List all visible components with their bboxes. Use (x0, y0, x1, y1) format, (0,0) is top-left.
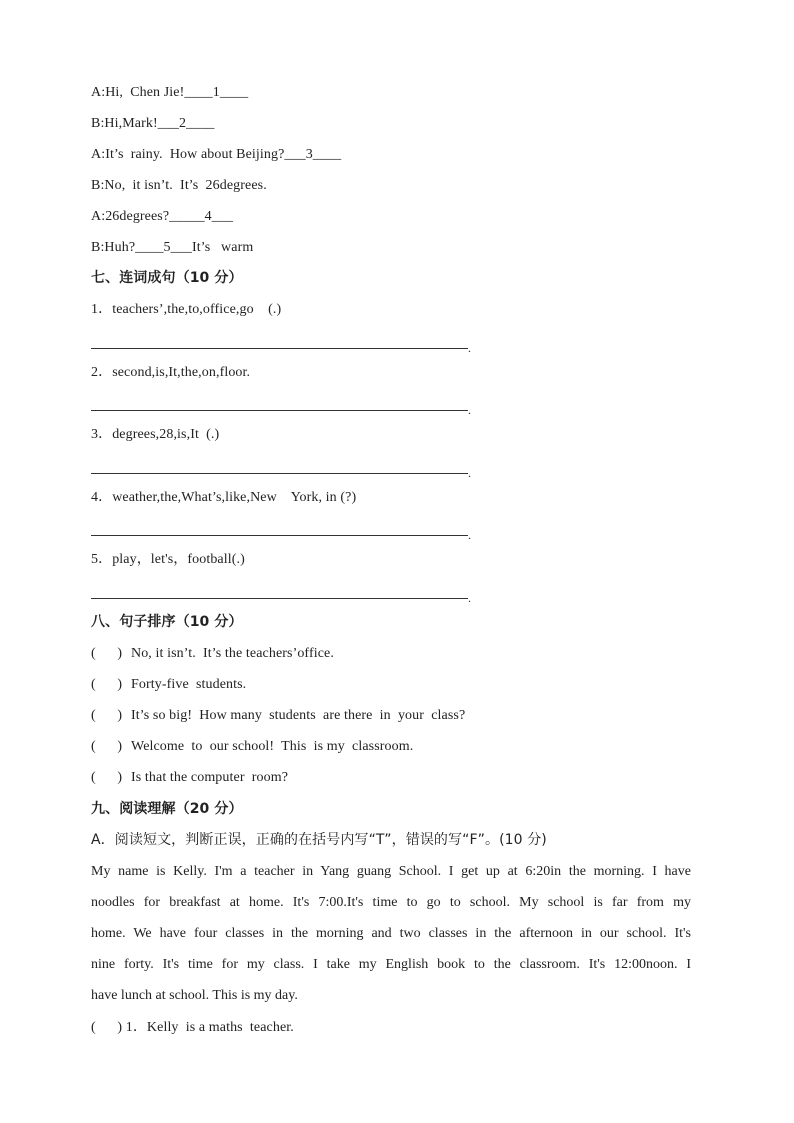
answer-line-4[interactable] (91, 535, 468, 536)
section-7-title: 七、连词成句（10 分） (91, 270, 243, 286)
dialogue-line-3: A:It’s rainy. How about Beijing?___3____ (91, 147, 342, 162)
dialogue-line-6: B:Huh?____5___It’s warm (91, 240, 254, 255)
order-bracket-1[interactable]: ( ) (91, 646, 123, 661)
dialogue-line-5: A:26degrees?_____4___ (91, 209, 234, 224)
dialogue-line-2: B:Hi,Mark!___2____ (91, 116, 215, 131)
answer-line-5[interactable] (91, 598, 468, 599)
order-bracket-2[interactable]: ( ) (91, 677, 123, 692)
reading-passage-line-3: home. We have four classes in the morning and two classes in the afternoon in our school. It's (91, 926, 691, 941)
section-9-title: 九、阅读理解（20 分） (91, 801, 243, 817)
answer-line-3[interactable] (91, 473, 468, 474)
reading-passage-line-5: have lunch at school. This is my day. (91, 988, 298, 1003)
section-8-item-2 (91, 676, 246, 694)
section-7-item-3: 3．degrees,28,is,It (.) (91, 427, 220, 442)
answer-line-end-5: . (468, 591, 471, 605)
answer-line-1[interactable] (91, 348, 468, 349)
section-8-sentence-3: It’s so big! How many students are there in your class? (131, 708, 466, 723)
section-7-item-5: 5．play，let's，football(.) (91, 552, 245, 567)
section-8-sentence-1: No, it isn’t. It’s the teachers’office. (131, 646, 334, 661)
answer-line-2[interactable] (91, 410, 468, 411)
order-bracket-5[interactable]: ( ) (91, 770, 123, 785)
order-bracket-3[interactable]: ( ) (91, 708, 123, 723)
section-8-sentence-5: Is that the computer room? (131, 770, 289, 785)
section-8-title: 八、句子排序（10 分） (91, 614, 243, 630)
section-8-item-1 (91, 645, 334, 663)
reading-question-1[interactable]: ( ) 1．Kelly is a maths teacher. (91, 1020, 294, 1035)
answer-line-end-2: . (468, 403, 471, 417)
order-bracket-4[interactable]: ( ) (91, 739, 123, 754)
section-9-part-a-title: A．阅读短文，判断正误，正确的在括号内写“T”，错误的写“F”。(10 分) (91, 832, 547, 848)
section-7-item-1: 1．teachers’,the,to,office,go (.) (91, 302, 282, 317)
dialogue-line-1: A:Hi, Chen Jie!____1____ (91, 85, 249, 100)
dialogue-line-4: B:No, it isn’t. It’s 26degrees. (91, 178, 267, 193)
section-7-item-2: 2．second,is,It,the,on,floor. (91, 365, 251, 380)
section-8-sentence-4: Welcome to our school! This is my classroom. (131, 739, 414, 754)
answer-line-end-1: . (468, 341, 471, 355)
reading-passage-line-2: noodles for breakfast at home. It's 7:00.It's time to go to school. My school is far from my (91, 895, 691, 910)
reading-passage-line-1: My name is Kelly. I'm a teacher in Yang guang School. I get up at 6:20in the morning. I have (91, 864, 691, 879)
section-7-item-4: 4．weather,the,What’s,like,New York, in (?) (91, 490, 357, 505)
reading-passage-line-4: nine forty. It's time for my class. I take my English book to the classroom. It's 12:00noon. I (91, 957, 691, 972)
answer-line-end-4: . (468, 528, 471, 542)
section-8-item-4 (91, 738, 413, 756)
answer-line-end-3: . (468, 466, 471, 480)
section-8-item-5 (91, 769, 288, 787)
section-8-item-3 (91, 707, 465, 725)
section-8-sentence-2: Forty-five students. (131, 677, 247, 692)
